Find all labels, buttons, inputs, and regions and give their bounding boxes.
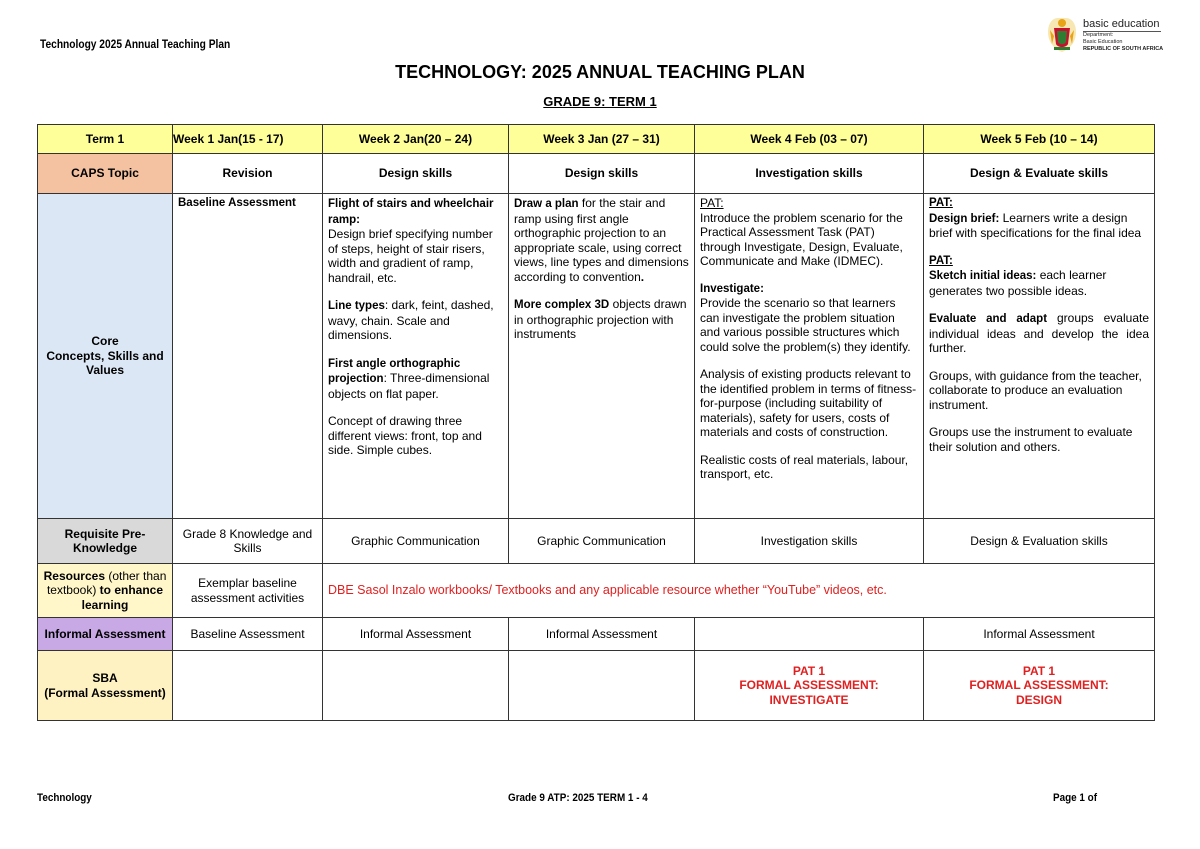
sba-week-5 <box>924 651 1155 721</box>
sba-w5-line-3: DESIGN <box>1015 692 1062 707</box>
logo-line-4: REPUBLIC OF SOUTH AFRICA <box>1083 46 1164 52</box>
core-w1-title: Baseline Assessment <box>178 197 296 209</box>
core-w4-p2-text: Provide the scenario so that learners can investigate the problem situation and various possible structures which could solve the problem(s) they identify. <box>700 296 911 354</box>
page-subtitle: GRADE 9: TERM 1 <box>543 94 657 109</box>
sba-week-2 <box>323 651 509 721</box>
logo-line-2: Department: <box>1083 32 1114 38</box>
logo-line-3: Basic Education <box>1083 39 1123 45</box>
core-w5-p2-bold: Sketch initial ideas: <box>929 270 1037 282</box>
table-row-core <box>38 194 1155 519</box>
core-w4-pat: PAT: <box>700 196 724 210</box>
requisite-label: Requisite Pre-Knowledge <box>38 519 173 564</box>
core-w5-p1-bold: Design brief: <box>929 212 1000 225</box>
informal-week-1: Baseline Assessment <box>173 618 323 651</box>
core-w5-para-2 <box>929 268 1149 298</box>
core-w5-para-4: Groups, with guidance from the teacher, collaborate to produce an evaluation instrument. <box>929 368 1142 412</box>
core-w2-p2-bold: Line types <box>328 300 385 312</box>
core-w3-p1-bold: Draw a plan <box>514 198 579 210</box>
core-w2-p1-bold: Flight of stairs and wheelchair ramp: <box>328 198 494 226</box>
core-w5-p2-text: each learner generates two possible ideas. <box>929 268 1107 298</box>
core-label <box>38 194 173 519</box>
informal-week-2: Informal Assessment <box>323 618 509 651</box>
sba-week-4 <box>695 651 924 721</box>
requisite-week-2: Graphic Communication <box>323 519 509 564</box>
core-week-1 <box>173 194 323 519</box>
core-w2-p3-text: : Three-dimensional objects on flat paper. <box>328 371 490 401</box>
caps-topic-week-5: Design & Evaluate skills <box>924 154 1155 194</box>
resources-label-1: Resources <box>43 568 105 583</box>
core-w5-p3-bold: Evaluate and adapt <box>929 313 1048 325</box>
footer-left: Technology <box>37 792 92 804</box>
sba-label-1: SBA <box>92 671 118 685</box>
requisite-week-4: Investigation skills <box>695 519 924 564</box>
core-w5-para-3 <box>929 311 1149 356</box>
week-5-header: Week 5 Feb (10 – 14) <box>924 125 1155 154</box>
sba-w4-line-3: INVESTIGATE <box>769 692 849 707</box>
resources-label-2: (other than textbook) <box>46 568 167 598</box>
core-label-line-2: Concepts, Skills and Values <box>46 348 164 378</box>
sba-label <box>38 651 173 721</box>
core-w5-p1-text: Learners write a design brief with specifications for the final idea <box>929 210 1142 240</box>
logo-line-1: basic education <box>1083 18 1160 30</box>
core-w4-p2-bold: Investigate: <box>700 282 764 295</box>
core-w2-para-4: Concept of drawing three different views: front, top and side. Simple cubes. <box>328 414 482 457</box>
caps-topic-week-1: Revision <box>173 154 323 194</box>
core-w5-pat-1: PAT: <box>929 197 953 209</box>
resources-week-1: Exemplar baseline assessment activities <box>173 564 323 618</box>
core-w4-para-1: Introduce the problem scenario for the Practical Assessment Task (PAT) through Investigate, Design, Evaluate, Communicate and Make (IDMEC). <box>700 210 903 268</box>
informal-week-3: Informal Assessment <box>509 618 695 651</box>
caps-topic-week-2: Design skills <box>323 154 509 194</box>
resources-label-3: to enhance learning <box>81 583 164 612</box>
term-label: Term 1 <box>38 125 173 154</box>
requisite-week-1: Grade 8 Knowledge and Skills <box>173 519 323 564</box>
table-row-weeks <box>38 125 1155 154</box>
sba-w4-line-1: PAT 1 <box>792 663 826 678</box>
core-label-line-1: Core <box>91 334 119 349</box>
sba-w5-line-2: FORMAL ASSESSMENT: <box>969 678 1109 693</box>
table-row-requisite <box>38 519 1155 564</box>
caps-topic-week-3: Design skills <box>509 154 695 194</box>
table-row-caps <box>38 154 1155 194</box>
department-logo-text <box>1083 18 1163 53</box>
informal-week-4 <box>695 618 924 651</box>
sba-w4-line-2: FORMAL ASSESSMENT: <box>739 678 879 693</box>
core-w3-p2-text: objects drawn in orthographic projection with instruments <box>514 297 687 341</box>
core-w2-p2-text: : dark, feint, dashed, wavy, chain. Scale and dimensions. <box>328 298 494 342</box>
table-row-resources <box>38 564 1155 618</box>
core-w3-p2-bold: More complex 3D <box>514 299 610 311</box>
table-row-sba <box>38 651 1155 721</box>
core-w5-pat-2: PAT: <box>929 254 953 267</box>
caps-label: CAPS Topic <box>38 154 173 194</box>
core-week-3 <box>509 194 695 519</box>
sba-label-2: (Formal Assessment) <box>44 685 166 700</box>
core-week-4 <box>695 194 924 519</box>
core-week-2 <box>323 194 509 519</box>
footer-center: Grade 9 ATP: 2025 TERM 1 - 4 <box>508 792 648 804</box>
resources-label <box>38 564 173 618</box>
core-w2-para-2 <box>328 298 503 343</box>
core-w4-para-4: Realistic costs of real materials, labour, transport, etc. <box>700 452 909 481</box>
requisite-week-3: Graphic Communication <box>509 519 695 564</box>
requisite-week-5: Design & Evaluation skills <box>924 519 1155 564</box>
core-w3-para-2 <box>514 297 689 342</box>
core-week-5 <box>924 194 1155 519</box>
core-w2-para-3 <box>328 356 503 402</box>
core-w2-p1-text: Design brief specifying number of steps, height of stair risers, width and gradient of ramp, handrail, etc. <box>328 227 493 285</box>
informal-label: Informal Assessment <box>38 618 173 651</box>
sba-w5-line-1: PAT 1 <box>1022 663 1056 678</box>
core-w5-p3-text: groups evaluate individual ideas and develop the idea further. <box>929 311 1150 355</box>
core-w2-para-1 <box>328 196 503 285</box>
week-4-header: Week 4 Feb (03 – 07) <box>695 125 924 154</box>
week-3-header: Week 3 Jan (27 – 31) <box>509 125 695 154</box>
sba-week-3 <box>509 651 695 721</box>
footer-page-number: Page 1 of <box>1053 792 1098 804</box>
running-header: Technology 2025 Annual Teaching Plan <box>40 37 231 51</box>
teaching-plan-table <box>37 124 1155 721</box>
core-w5-para-5: Groups use the instrument to evaluate their solution and others. <box>929 425 1133 454</box>
page-title: TECHNOLOGY: 2025 ANNUAL TEACHING PLAN <box>395 62 805 82</box>
sba-week-1 <box>173 651 323 721</box>
core-w2-p3-bold: First angle orthographic projection <box>328 357 461 385</box>
core-w5-para-1 <box>929 211 1149 241</box>
core-w4-para-3: Analysis of existing products relevant to the identified problem in terms of fitness-for-purpose (including suitability of materials), safety for users, costs of materials and costs of construction. <box>700 367 917 439</box>
resources-general: DBE Sasol Inzalo workbooks/ Textbooks and any applicable resource whether “YouTube” videos, etc. <box>323 564 1155 618</box>
informal-week-5: Informal Assessment <box>924 618 1155 651</box>
week-2-header: Week 2 Jan(20 – 24) <box>323 125 509 154</box>
caps-topic-week-4: Investigation skills <box>695 154 924 194</box>
core-w3-p1-end: . <box>640 269 645 284</box>
core-w3-para-1 <box>514 196 689 284</box>
table-row-informal <box>38 618 1155 651</box>
core-w3-p1-text: for the stair and ramp using first angle orthographic projection to an appropriate scale, using correct views, line types and dimensions according to convention <box>514 196 689 284</box>
week-1-header: Week 1 Jan(15 - 17) <box>173 125 323 154</box>
